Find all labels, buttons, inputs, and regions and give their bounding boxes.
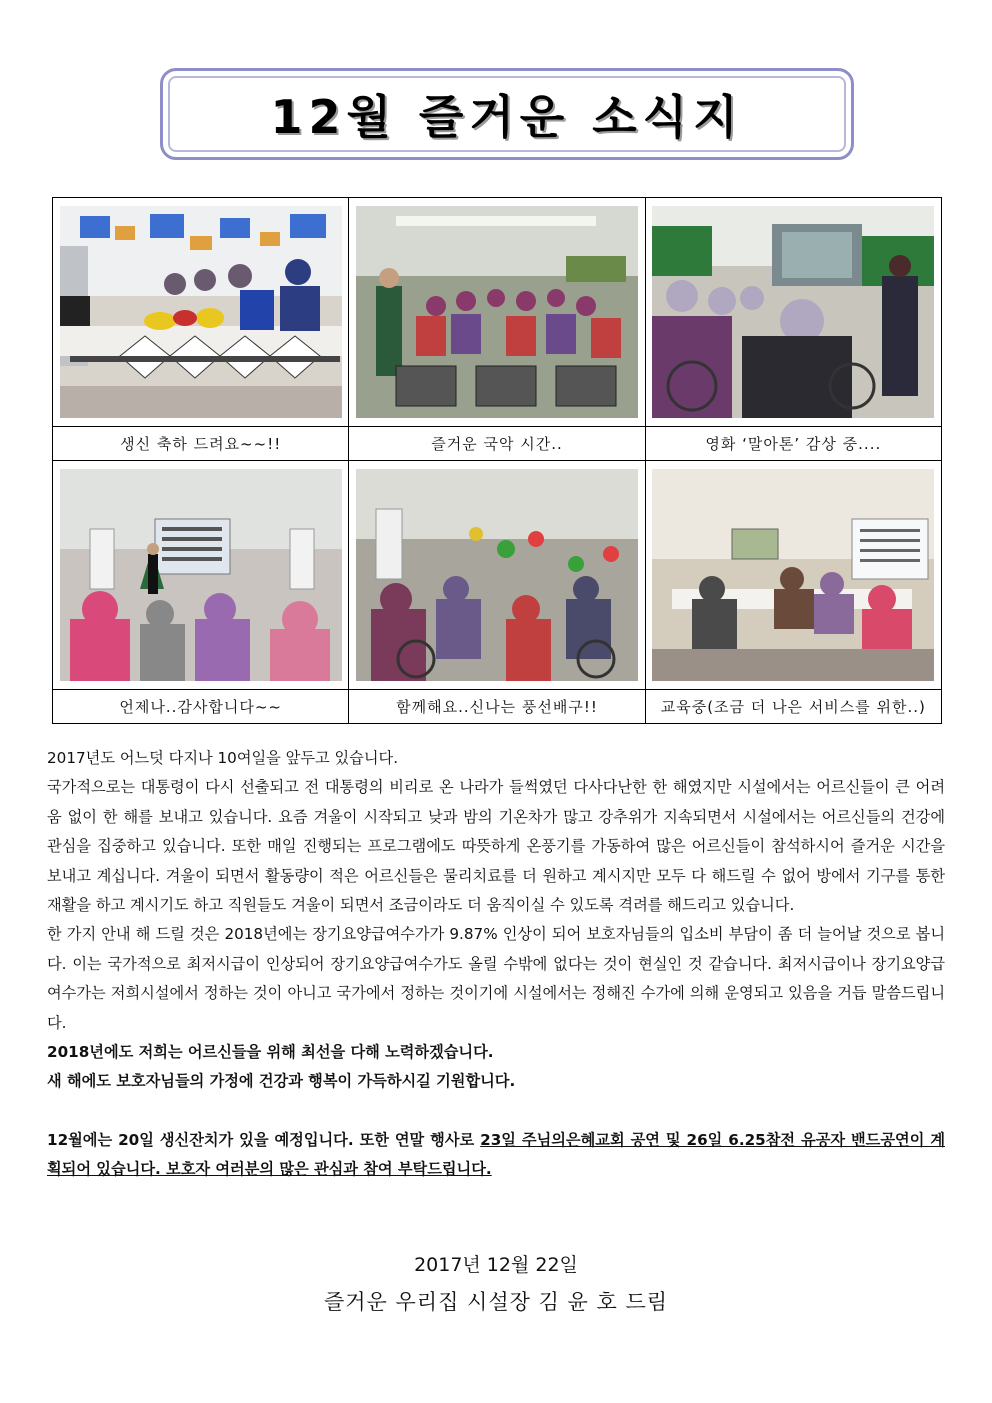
photo-caption: 생신 축하 드려요~~!!	[53, 427, 349, 461]
photo-cell	[349, 461, 645, 690]
title-banner	[160, 68, 854, 160]
paragraph-news: 국가적으로는 대통령이 다시 선출되고 전 대통령의 비리로 온 나라가 들썩였던 다사다난한 한 해였지만 시설에서는 어르신들이 큰 어려움 없이 한 해를 보내고 있습니다. 요즘 겨울이 시작되고 낮과 밤의 기온차가 많고 강추위가 지속되면서 시설에서는 어르신들의 건강에 관심을 집중하고 있습니다. 또한 매일 진행되는 프로그램에도 따뜻하게 온풍기를 가동하여 많은 어르신들이 참석하시어 즐거운 시간을 보내고 계십니다. 겨울이 되면서 활동량이 적은 어르신들은 물리치료를 더 원하고 계시지만 모두 다 해드릴 수 없어 방에서 기구를 통한 재활을 하고 계시기도 하고 직원들도 겨울이 되면서 조금이라도 더 움직이실 수 있도록 격려를 해드리고 있습니다.	[47, 778, 945, 915]
staff-training-photo	[652, 469, 934, 681]
photo-cell	[53, 461, 349, 690]
photo-cell	[349, 198, 645, 427]
balloon-volleyball-photo	[356, 469, 638, 681]
newsletter-body	[47, 744, 945, 1185]
photo-cell	[53, 198, 349, 427]
photo-caption: 교육중(조금 더 나은 서비스를 위한..)	[645, 690, 941, 724]
signature: 즐거운 우리집 시설장 김 윤 호 드림	[323, 1290, 669, 1314]
page-title: 12월 즐거운 소식지	[270, 90, 744, 144]
event-notice-schedule: 23일 주님의은혜교회 공연 및 26일 6.25참전 유공자 밴드공연이 계획되어 있습니다. 보호자 여러분의 많은 관심과 참여 부탁드립니다.	[47, 1130, 946, 1179]
event-notice-intro: 12월에는 20일 생신잔치가 있을 예정입니다. 또한 연말 행사로	[47, 1130, 481, 1149]
issue-date: 2017년 12월 22일	[414, 1254, 578, 1276]
paragraph-promise: 2018년에도 저희는 어르신들을 위해 최선을 다해 노력하겠습니다.	[47, 1043, 494, 1062]
event-notice	[47, 1126, 945, 1185]
photo-grid	[52, 197, 942, 724]
photo-caption: 언제나..감사합니다~~	[53, 690, 349, 724]
photo-caption: 즐거운 국악 시간..	[349, 427, 645, 461]
paragraph-fee-notice: 한 가지 안내 해 드릴 것은 2018년에는 장기요양급여수가가 9.87% 인상이 되어 보호자님들의 입소비 부담이 좀 더 늘어날 것으로 봅니다. 이는 국가적으로 최저시급이 인상되어 장기요양급여수가도 올릴 수밖에 없다는 것이 현실인 것 같습니다. 최저시급이나 장기요양급여수가는 저희시설에서 정하는 것이 아니고 국가에서 정하는 것이기에 시설에서는 정해진 수가에 의해 운영되고 있음을 거듭 말씀드립니다.	[47, 925, 945, 1032]
photo-cell	[645, 461, 941, 690]
photo-caption: 영화 ‘말아톤’ 감상 중....	[645, 427, 941, 461]
paragraph-wishes: 새 해에도 보호자님들의 가정에 건강과 행복이 가득하시길 기원합니다.	[47, 1072, 516, 1091]
korean-music-class-photo	[356, 206, 638, 418]
thank-you-performance-photo	[60, 469, 342, 681]
birthday-party-photo	[60, 206, 342, 418]
movie-watching-photo	[652, 206, 934, 418]
photo-cell	[645, 198, 941, 427]
photo-caption: 함께해요..신나는 풍선배구!!	[349, 690, 645, 724]
paragraph-intro: 2017년도 어느덧 다지나 10여일을 앞두고 있습니다.	[47, 749, 399, 767]
